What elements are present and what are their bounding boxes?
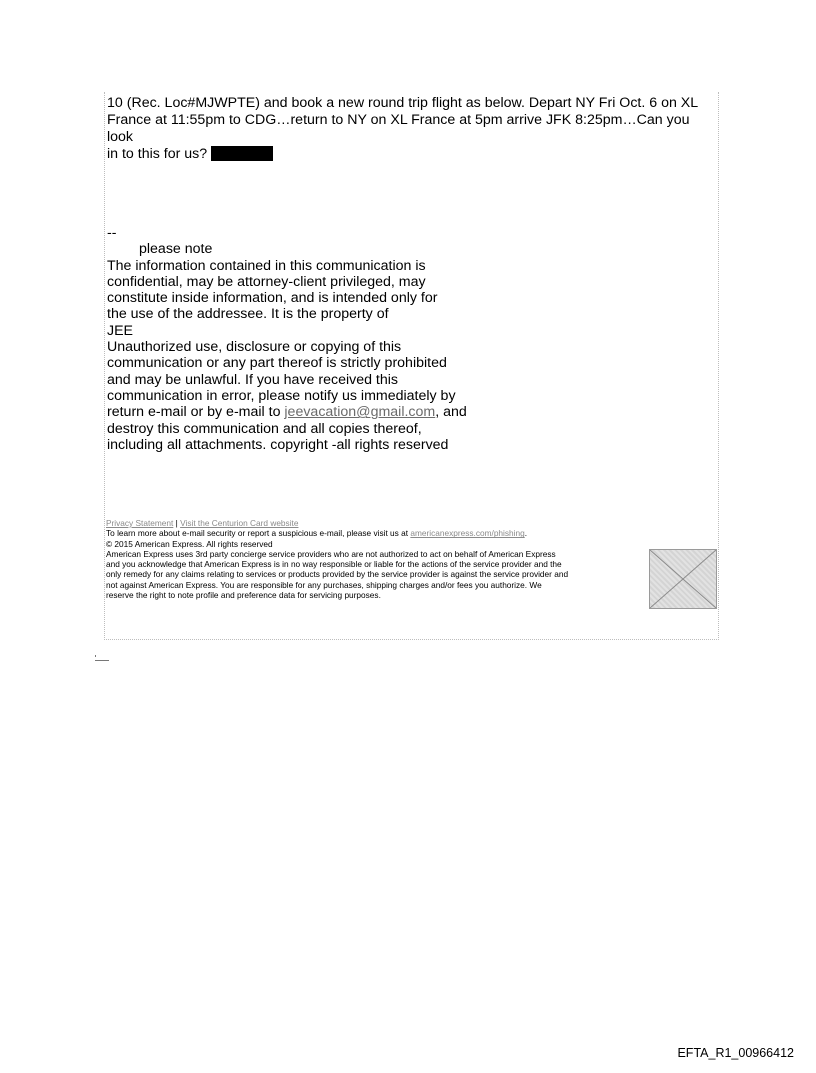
message-line [107, 146, 717, 163]
disclaimer-line: not against American Express. You are responsible for any purchases, shipping charges and/or fees you authorize. We [106, 579, 542, 590]
confidentiality-line: Unauthorized use, disclosure or copying of this [107, 339, 402, 356]
confidentiality-line: communication or any part thereof is strictly prohibited [107, 355, 447, 372]
confidentiality-line: The information contained in this communication is [107, 257, 426, 274]
message-line-text: in to this for us? [107, 146, 208, 162]
disclaimer-line: only remedy for any claims relating to services or products provided by the service provider is against the service provider and [106, 569, 569, 580]
broken-image-icon [650, 550, 716, 608]
broken-image-placeholder [649, 549, 717, 609]
confidentiality-line: and may be unlawful. If you have received this [107, 371, 399, 388]
footer-links [106, 518, 654, 528]
footer-separator: | [173, 518, 181, 528]
message-line: 10 (Rec. Loc#MJWPTE) and book a new round trip flight as below. Depart NY Fri Oct. 6 on XL [107, 95, 699, 111]
document-id: EFTA_R1_00966412 [677, 1046, 794, 1060]
signature-note: please note [139, 241, 213, 258]
redaction-block [211, 146, 273, 161]
signature-block [107, 225, 527, 453]
security-suffix: . [524, 528, 528, 539]
phishing-link[interactable]: americanexpress.com/phishing [410, 528, 525, 539]
security-line [106, 528, 654, 538]
confidentiality-line: JEE [107, 322, 134, 339]
confidentiality-line: including all attachments. copyright -all rights reserved [107, 436, 449, 453]
amex-footer [106, 518, 654, 600]
email-suffix: , and [435, 404, 467, 421]
small-image-stub [95, 655, 109, 663]
disclaimer-line: American Express uses 3rd party concierge service providers who are not authorized to act on behalf of American Express [106, 548, 556, 559]
message-line: France at 11:55pm to CDG…return to NY on XL France at 5pm arrive JFK 8:25pm…Can you look [107, 112, 690, 145]
confidentiality-line: communication in error, please notify us immediately by [107, 387, 456, 404]
email-prefix: return e-mail or by e-mail to [107, 404, 285, 421]
signature-dashes: -- [107, 225, 117, 241]
confidentiality-line-email [107, 404, 527, 420]
disclaimer-line: reserve the right to note profile and preference data for servicing purposes. [106, 590, 381, 601]
confidentiality-line: constitute inside information, and is intended only for [107, 290, 438, 307]
centurion-card-link[interactable]: Visit the Centurion Card website [180, 518, 299, 528]
message-body [107, 95, 717, 163]
copyright-line: © 2015 American Express. All rights reserved [106, 538, 273, 549]
confidentiality-line: confidential, may be attorney-client privileged, may [107, 273, 426, 290]
security-text: To learn more about e-mail security or report a suspicious e-mail, please visit us at [106, 528, 411, 539]
privacy-statement-link[interactable]: Privacy Statement [106, 518, 174, 528]
email-link[interactable]: jeevacation@gmail.com [284, 404, 436, 421]
confidentiality-line: the use of the addressee. It is the property of [107, 306, 389, 323]
confidentiality-line: destroy this communication and all copies thereof, [107, 420, 422, 437]
disclaimer-line: and you acknowledge that American Express is in no way responsible or liable for the actions of the service provider and the [106, 559, 562, 570]
